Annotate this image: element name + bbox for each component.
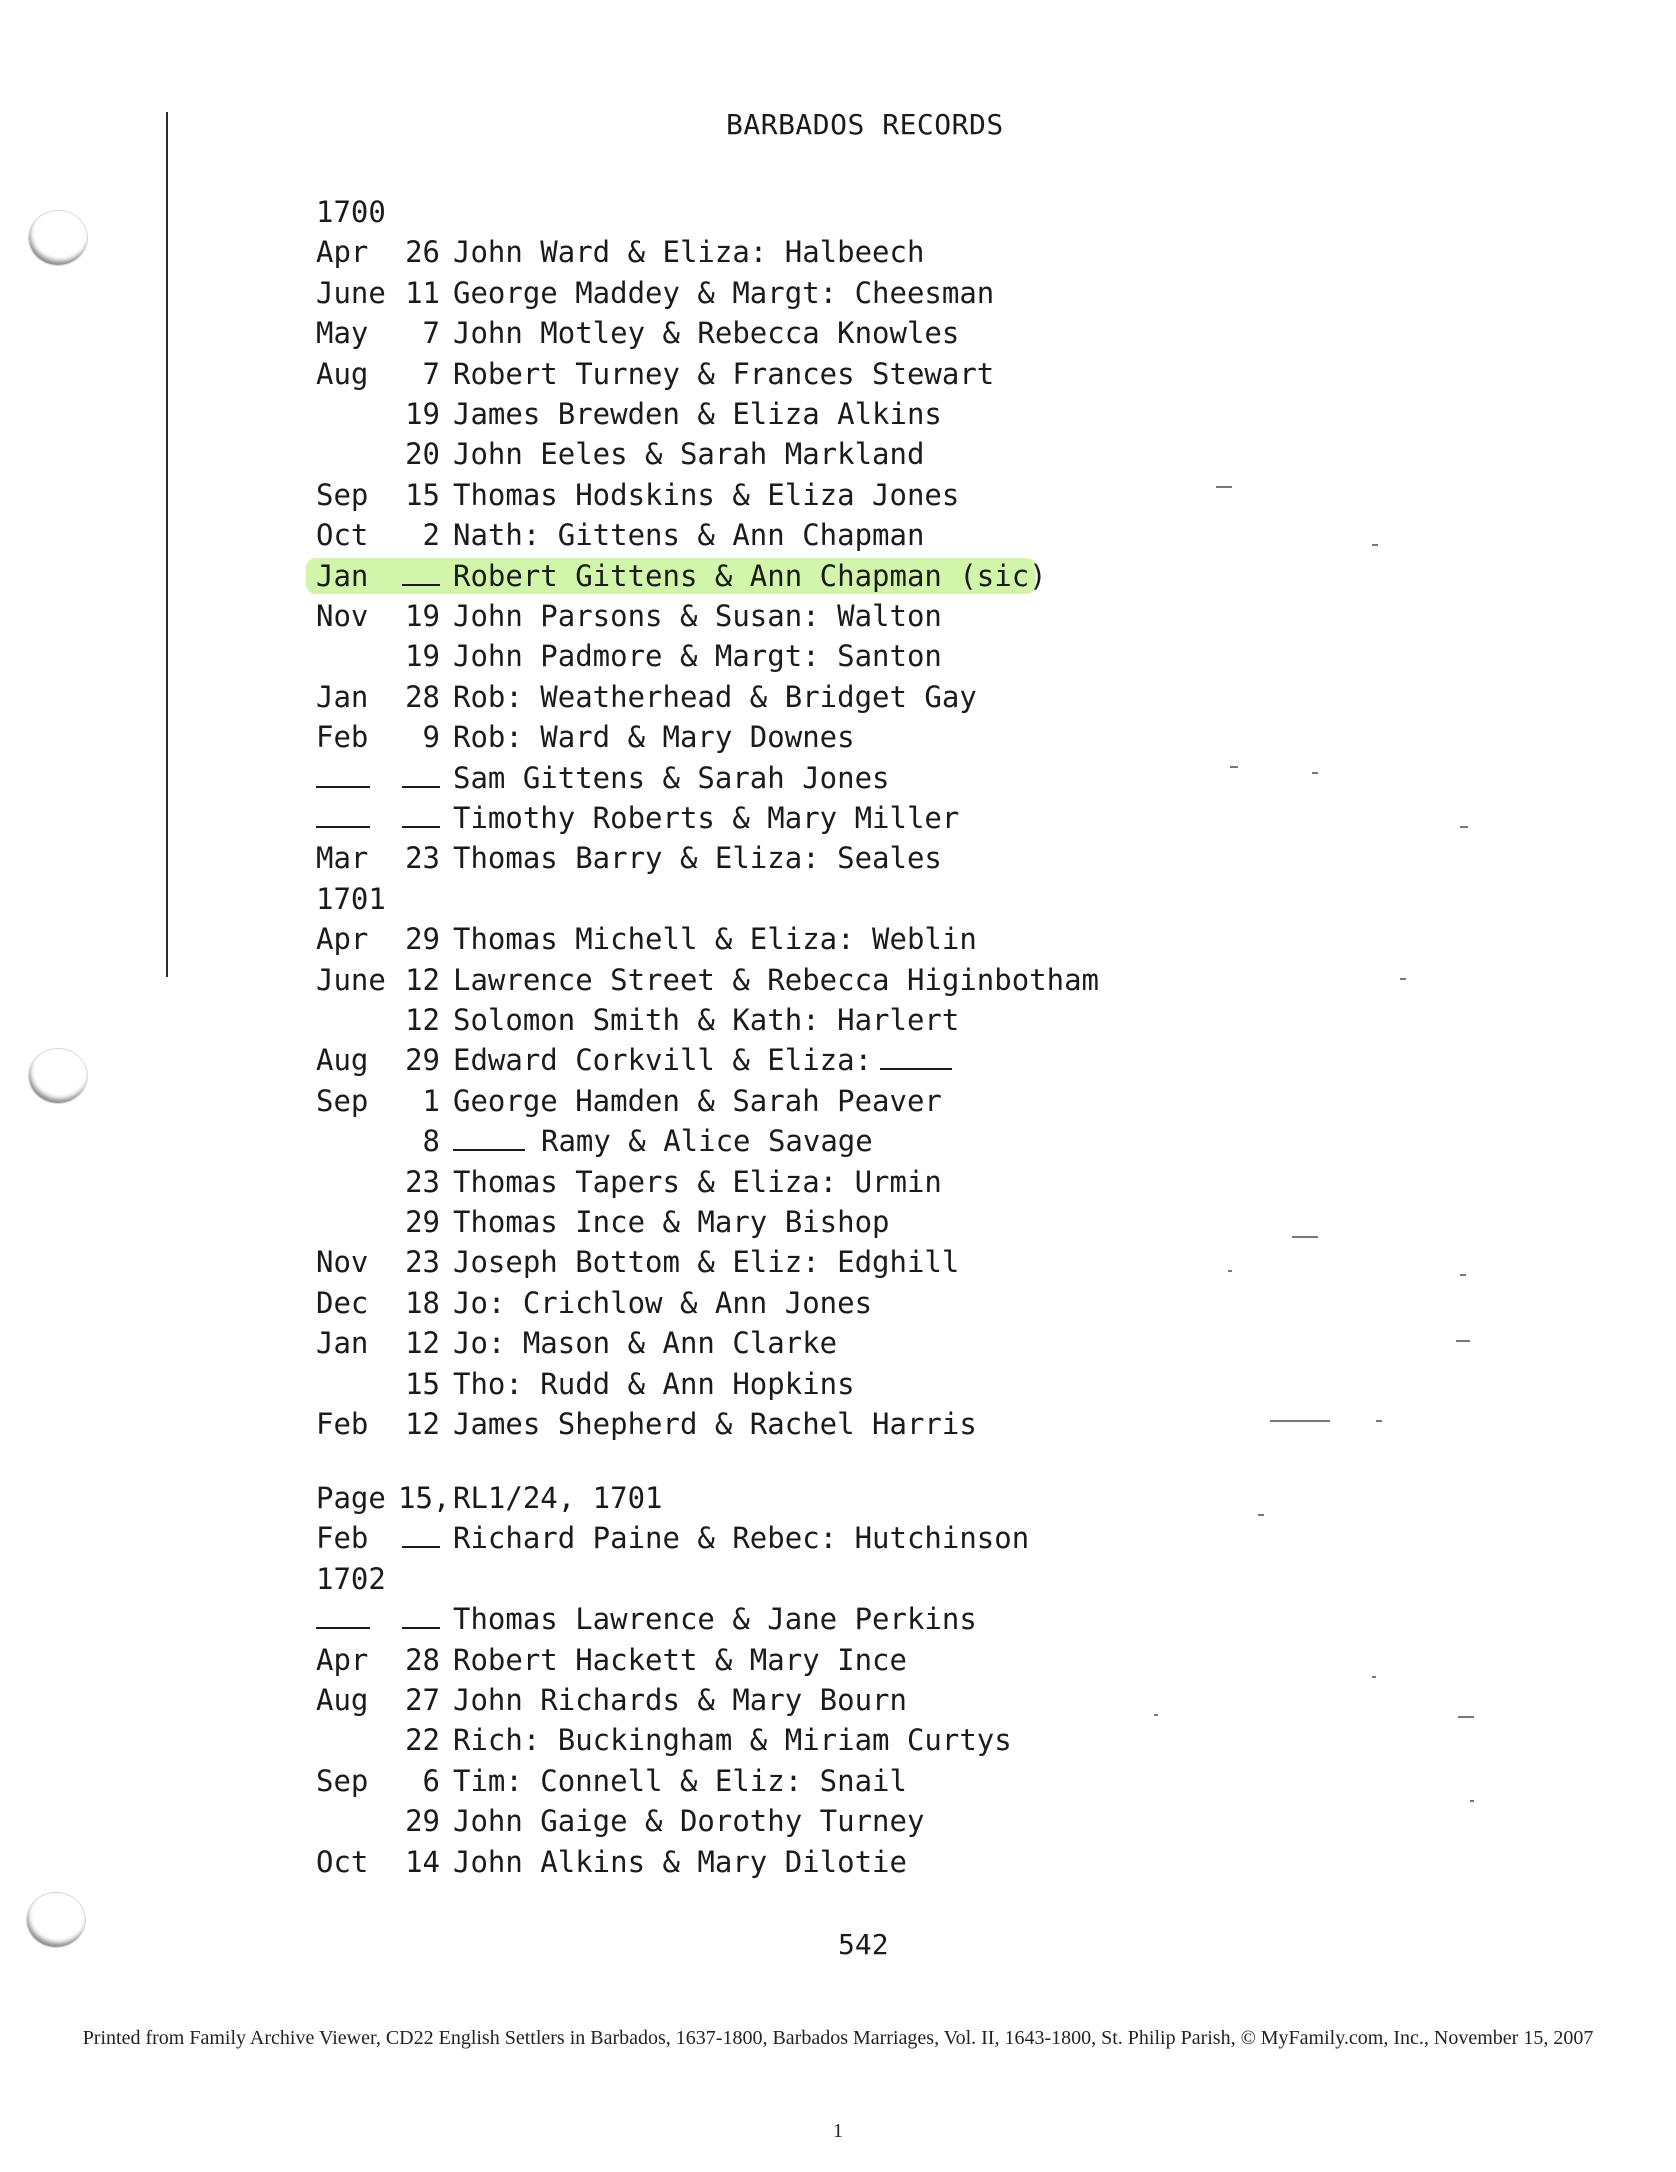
record-day bbox=[398, 798, 440, 838]
record-day: 7 bbox=[422, 316, 440, 351]
blank-line bbox=[316, 1599, 370, 1629]
record-names: Rich: Buckingham & Miriam Curtys bbox=[453, 1723, 1012, 1758]
record-names: Tho: Rudd & Ann Hopkins bbox=[453, 1366, 855, 1401]
scan-speck bbox=[1470, 1800, 1474, 1802]
record-month: Aug bbox=[316, 356, 369, 391]
record-names: George Maddey & Margt: Cheesman bbox=[453, 275, 995, 310]
record-names: John Eeles & Sarah Markland bbox=[453, 437, 925, 472]
record-day: 28 bbox=[405, 679, 440, 714]
record-day: 12 bbox=[405, 1326, 440, 1361]
record-day: 15, bbox=[398, 1481, 451, 1515]
record-month: Oct bbox=[316, 1844, 369, 1879]
record-names: Thomas Hodskins & Eliza Jones bbox=[453, 477, 960, 512]
record-names: John Alkins & Mary Dilotie bbox=[453, 1844, 907, 1879]
record-month: Feb bbox=[316, 720, 369, 755]
record-names: George Hamden & Sarah Peaver bbox=[453, 1083, 942, 1118]
record-day: 29 bbox=[405, 922, 440, 957]
print-footer: Printed from Family Archive Viewer, CD22 English Settlers in Barbados, 1637-1800, Barbados Marriages, Vol. II, 1643-1800, St. Philip Parish, © MyFamily.com, Inc., November 15, 2007 bbox=[82, 2027, 1594, 2049]
record-day: 19 bbox=[405, 397, 440, 431]
record-day: 28 bbox=[405, 1642, 440, 1677]
record-month: June bbox=[316, 275, 386, 310]
record-names: Rob: Ward & Mary Downes bbox=[453, 720, 855, 755]
record-day: 23 bbox=[405, 841, 440, 876]
record-day: 6 bbox=[422, 1763, 440, 1798]
record-month: Apr bbox=[316, 1642, 369, 1677]
record-names: Solomon Smith & Kath: Harlert bbox=[453, 1003, 960, 1037]
record-names: Edward Corkvill & Eliza: bbox=[453, 1040, 952, 1080]
record-month: Jan bbox=[316, 1326, 369, 1361]
scan-speck bbox=[1270, 1420, 1330, 1422]
scan-speck bbox=[1456, 1340, 1470, 1342]
record-month: Dec bbox=[316, 1285, 369, 1320]
record-month: Nov bbox=[316, 599, 369, 633]
record-month: Jan bbox=[316, 558, 369, 593]
record-day: 29 bbox=[405, 1205, 440, 1239]
record-names: Jo: Mason & Ann Clarke bbox=[453, 1326, 838, 1361]
blank-line bbox=[453, 1121, 525, 1151]
page-number: 542 bbox=[838, 1928, 889, 1961]
record-month: 1701 bbox=[316, 881, 386, 916]
scan-speck bbox=[1230, 766, 1238, 768]
record-month: Sep bbox=[316, 477, 369, 512]
record-day: 15 bbox=[405, 1366, 440, 1401]
record-day bbox=[398, 1518, 440, 1558]
blank-line bbox=[402, 798, 440, 828]
record-names: Nath: Gittens & Ann Chapman bbox=[453, 518, 925, 553]
blank-line bbox=[316, 758, 370, 788]
record-month: Nov bbox=[316, 1245, 369, 1280]
scan-speck bbox=[1458, 1716, 1474, 1718]
punch-hole-bottom bbox=[26, 1892, 86, 1948]
record-names: Lawrence Street & Rebecca Higinbotham bbox=[453, 962, 1100, 997]
record-names: Sam Gittens & Sarah Jones bbox=[453, 760, 890, 795]
record-names: Thomas Tapers & Eliza: Urmin bbox=[453, 1164, 942, 1199]
record-day bbox=[398, 556, 440, 596]
scan-speck bbox=[1312, 772, 1318, 774]
record-month bbox=[316, 1599, 370, 1639]
record-day: 22 bbox=[405, 1723, 440, 1758]
punch-hole-top bbox=[28, 210, 88, 266]
record-month: May bbox=[316, 316, 369, 351]
punch-hole-middle bbox=[28, 1048, 88, 1104]
record-names: Joseph Bottom & Eliz: Edghill bbox=[453, 1245, 960, 1280]
page-title: BARBADOS RECORDS bbox=[726, 108, 1004, 141]
record-day: 18 bbox=[405, 1285, 440, 1320]
record-names: Thomas Barry & Eliza: Seales bbox=[453, 841, 942, 876]
scan-speck bbox=[1400, 978, 1406, 980]
record-month: Feb bbox=[316, 1521, 369, 1556]
scan-speck bbox=[1372, 1676, 1376, 1678]
record-month: Jan bbox=[316, 679, 369, 714]
record-month: Feb bbox=[316, 1407, 369, 1441]
scan-speck bbox=[1216, 486, 1232, 488]
blank-line bbox=[402, 1599, 440, 1629]
record-month: Sep bbox=[316, 1763, 369, 1798]
record-names: John Parsons & Susan: Walton bbox=[453, 599, 942, 633]
blank-line bbox=[880, 1040, 952, 1070]
record-names: Jo: Crichlow & Ann Jones bbox=[453, 1285, 873, 1320]
record-day: 26 bbox=[405, 235, 440, 270]
scan-speck bbox=[1258, 1514, 1264, 1516]
record-day: 19 bbox=[405, 639, 440, 674]
record-names: Thomas Lawrence & Jane Perkins bbox=[453, 1602, 977, 1637]
record-names: Timothy Roberts & Mary Miller bbox=[453, 801, 960, 835]
record-names: Robert Hackett & Mary Ince bbox=[453, 1642, 907, 1677]
record-day: 23 bbox=[405, 1164, 440, 1199]
record-day: 12 bbox=[405, 962, 440, 997]
scan-speck bbox=[1154, 1714, 1158, 1716]
scan-speck bbox=[1460, 826, 1468, 828]
scan-speck bbox=[1376, 1420, 1382, 1422]
blank-line bbox=[402, 556, 440, 586]
record-month bbox=[316, 798, 370, 838]
record-month: Mar bbox=[316, 841, 369, 876]
record-month: Apr bbox=[316, 235, 369, 270]
record-names: John Richards & Mary Bourn bbox=[453, 1683, 907, 1717]
scan-speck bbox=[1292, 1236, 1318, 1238]
blank-line bbox=[316, 798, 370, 828]
record-day: 11 bbox=[405, 275, 440, 310]
record-month: 1700 bbox=[316, 195, 386, 229]
binder-margin-line bbox=[166, 112, 168, 977]
record-month: Aug bbox=[316, 1043, 369, 1078]
record-month: Page bbox=[316, 1481, 386, 1515]
scan-speck bbox=[1460, 1274, 1466, 1276]
record-names: Richard Paine & Rebec: Hutchinson bbox=[453, 1521, 1030, 1556]
record-month: June bbox=[316, 962, 386, 997]
record-month: 1702 bbox=[316, 1561, 386, 1596]
record-day bbox=[398, 1599, 440, 1639]
record-day: 23 bbox=[405, 1245, 440, 1280]
record-names: John Motley & Rebecca Knowles bbox=[453, 316, 960, 351]
blank-line bbox=[402, 1518, 440, 1548]
record-day: 12 bbox=[405, 1407, 440, 1441]
record-names: Ramy & Alice Savage bbox=[453, 1121, 873, 1161]
record-month: Apr bbox=[316, 922, 369, 957]
record-month bbox=[316, 758, 370, 798]
record-month: Sep bbox=[316, 1083, 369, 1118]
record-names: James Shepherd & Rachel Harris bbox=[453, 1407, 977, 1441]
record-names: John Padmore & Margt: Santon bbox=[453, 639, 942, 674]
record-day: 1 bbox=[422, 1083, 440, 1118]
record-day: 19 bbox=[405, 599, 440, 633]
record-names: Rob: Weatherhead & Bridget Gay bbox=[453, 679, 977, 714]
record-day: 9 bbox=[422, 720, 440, 755]
record-day: 7 bbox=[422, 356, 440, 391]
record-names: John Ward & Eliza: Halbeech bbox=[453, 235, 925, 270]
record-names: Robert Gittens & Ann Chapman (sic) bbox=[453, 558, 1047, 593]
record-day: 2 bbox=[422, 518, 440, 553]
scan-speck bbox=[1372, 544, 1378, 546]
record-day: 29 bbox=[405, 1043, 440, 1078]
record-names: Thomas Michell & Eliza: Weblin bbox=[453, 922, 977, 957]
record-names: Tim: Connell & Eliz: Snail bbox=[453, 1763, 907, 1798]
record-names: RL1/24, 1701 bbox=[453, 1481, 663, 1515]
record-month: Oct bbox=[316, 518, 369, 553]
record-names: Robert Turney & Frances Stewart bbox=[453, 356, 995, 391]
record-month: Aug bbox=[316, 1683, 369, 1717]
record-day bbox=[398, 758, 440, 798]
blank-line bbox=[402, 758, 440, 788]
record-day: 29 bbox=[405, 1804, 440, 1839]
record-day: 27 bbox=[405, 1683, 440, 1717]
record-names: John Gaige & Dorothy Turney bbox=[453, 1804, 925, 1839]
print-footer-page: 1 bbox=[833, 2120, 843, 2142]
record-names: Thomas Ince & Mary Bishop bbox=[453, 1205, 890, 1239]
record-day: 14 bbox=[405, 1844, 440, 1879]
record-day: 15 bbox=[405, 477, 440, 512]
record-names: James Brewden & Eliza Alkins bbox=[453, 397, 942, 431]
scan-speck bbox=[1228, 1270, 1232, 1272]
record-day: 8 bbox=[422, 1124, 440, 1159]
record-day: 20 bbox=[405, 437, 440, 472]
record-day: 12 bbox=[405, 1003, 440, 1037]
